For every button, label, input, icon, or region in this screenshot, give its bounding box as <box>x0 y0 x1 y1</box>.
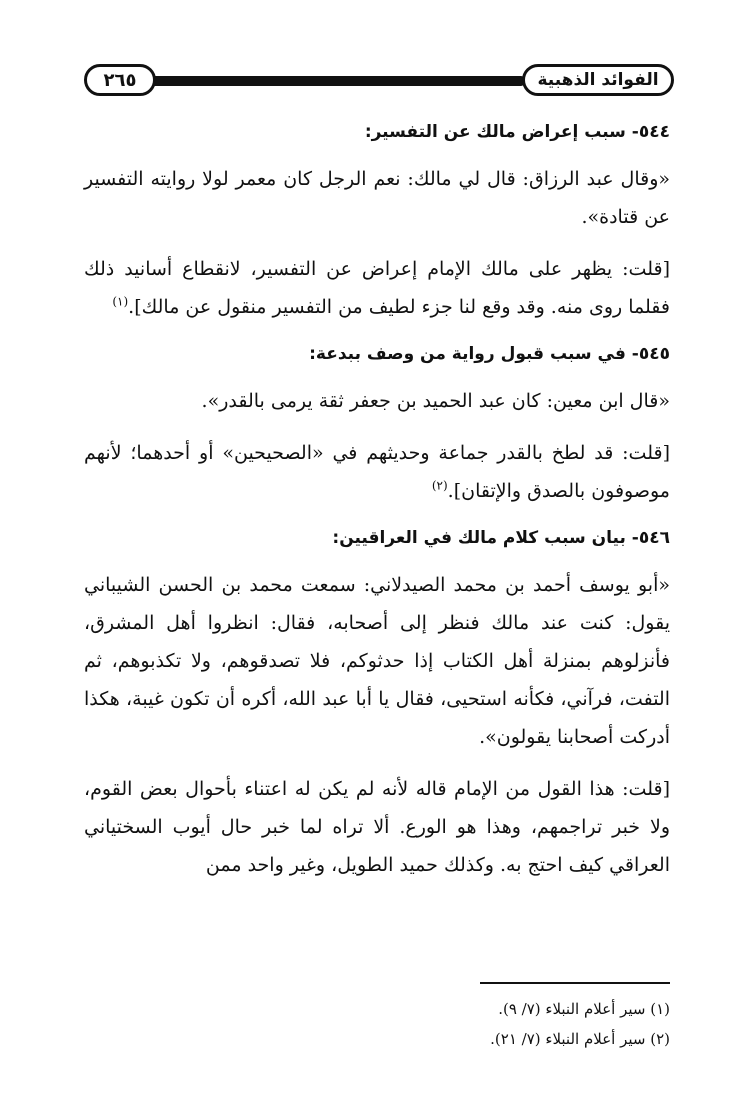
footnote: (٢) سير أعلام النبلاء (٧/ ٢١). <box>490 1030 670 1048</box>
paragraph <box>84 160 670 236</box>
section-heading: ٥٤٥- في سبب قبول رواية من وصف ببدعة: <box>309 344 670 364</box>
paragraph-text: «قال ابن معين: كان عبد الحميد بن جعفر ثقة يرمى بالقدر». <box>201 390 670 412</box>
page-body <box>84 118 670 898</box>
paragraph-text: «أبو يوسف أحمد بن محمد الصيدلاني: سمعت محمد بن الحسن الشيباني يقول: كنت عند مالك فنظر إلى أصحابه، فقال: انظروا أهل المشرق، فأنزلوهم بمنزلة أهل الكتاب إذا حدثوكم، فلا تصدقوهم، ولا تكذبوهم، ثم التفت، فرآني، فكأنه استحيى، فقال يا أبا عبد الله، أكره أن تكون غيبة، هكذا أدركت أصحابنا يقولون». <box>84 574 670 748</box>
paragraph-text: [قلت: قد لطخ بالقدر جماعة وحديثهم في «الصحيحين» أو أحدهما؛ لأنهم موصوفون بالصدق والإتقان]. <box>84 442 670 502</box>
paragraph <box>84 770 670 884</box>
paragraph <box>84 434 670 510</box>
paragraph <box>84 382 670 420</box>
page-header <box>80 60 674 104</box>
section-heading: ٥٤٤- سبب إعراض مالك عن التفسير: <box>364 122 670 142</box>
footnote-ref: (٢) <box>431 478 448 493</box>
paragraph-text: [قلت: هذا القول من الإمام قاله لأنه لم يكن له اعتناء بأحوال بعض القوم، ولا خبر تراجمهم، وهذا هو الورع. ألا تراه لما خبر حال أيوب السختياني العراقي كيف احتج به. وكذلك حميد الطويل، وغير واحد ممن <box>84 778 670 876</box>
footnote-separator <box>480 982 670 984</box>
section-545 <box>84 340 670 510</box>
header-rule <box>150 76 524 86</box>
page-number: ٢٦٥ <box>84 64 156 96</box>
section-heading: ٥٤٦- بيان سبب كلام مالك في العراقيين: <box>332 528 670 548</box>
footnotes <box>270 994 670 1054</box>
paragraph <box>84 250 670 326</box>
section-544 <box>84 118 670 326</box>
paragraph <box>84 566 670 756</box>
footnote-ref: (١) <box>112 294 129 309</box>
paragraph-text: [قلت: يظهر على مالك الإمام إعراض عن التفسير، لانقطاع أسانيد ذلك فقلما روى منه. وقد وقع لنا جزء لطيف من التفسير منقول عن مالك]. <box>84 258 670 318</box>
section-546 <box>84 524 670 884</box>
paragraph-text: «وقال عبد الرزاق: قال لي مالك: نعم الرجل كان معمر لولا روايته التفسير عن قتادة». <box>84 168 670 228</box>
book-title: الفوائد الذهبية <box>522 64 674 96</box>
footnote: (١) سير أعلام النبلاء (٧/ ٩). <box>498 1000 670 1018</box>
